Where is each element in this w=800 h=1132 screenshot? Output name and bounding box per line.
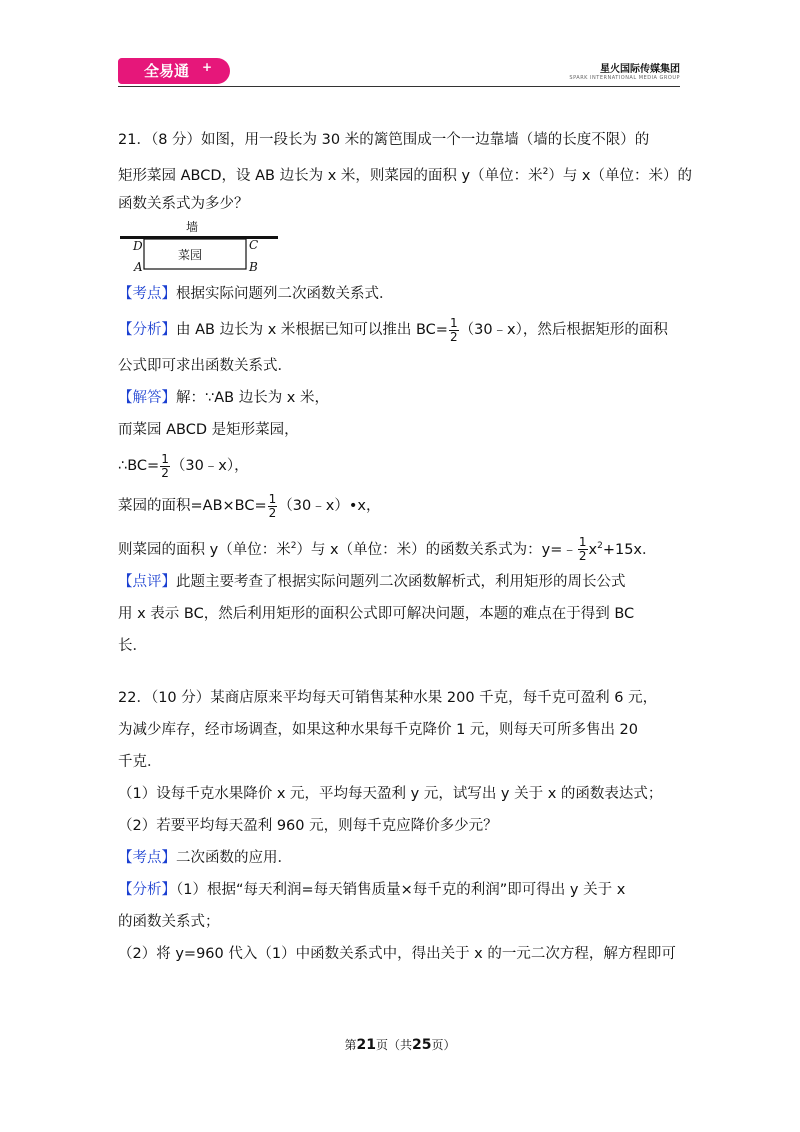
q22-line: 为减少库存，经市场调查，如果这种水果每千克降价 1 元，则每天可所多售出 20 [118,722,639,738]
tag-jieda: 【解答】 [118,390,176,406]
q22-line: （1）设每千克水果降价 x 元，平均每天盈利 y 元，试写出 y 关于 x 的函数表达式； [118,786,663,802]
tag-kaodian: 【考点】 [118,850,176,866]
vertex-c: C [249,238,259,252]
document-body [118,124,693,970]
logo-text: 全易通 [144,62,190,80]
tag-fenxi: 【分析】 [118,322,176,338]
fenxi-line: 【分析】（1）根据“每天利润=每天销售质量×每千克的利润”即可得出 y 关于 x [118,882,626,898]
vertex-d: D [133,239,143,253]
header-divider [118,86,680,87]
q21-line: 21．（8 分）如图，用一段长为 30 米的篱笆围成一个一边靠墙（墙的长度不限）的 [118,132,650,148]
jieda-line: 而菜园 ABCD 是矩形菜园， [118,422,299,438]
tag-kaodian: 【考点】 [118,286,176,302]
q22-line: 千克． [118,754,162,770]
garden-figure [118,220,288,278]
page-number: 21 [356,1037,376,1053]
jieda-line: 则菜园的面积 y（单位：米$^2$）与 x（单位：米）的函数关系式为：y=﹣ $\frac{1}{2}$ $x^2+15x$． [118,535,657,564]
dianping-line: 用 x 表示 BC，然后利用矩形的面积公式即可解决问题，本题的难点在于得到 BC [118,606,635,622]
fraction-half: $\frac{1}{2}$ [449,315,458,344]
tag-fenxi: 【分析】 [118,882,176,898]
q22-line: （2）若要平均每天盈利 960 元，则每千克应降价多少元？ [118,818,498,834]
fenxi-line: 的函数关系式； [118,914,220,930]
fraction-half: $\frac{1}{2}$ [578,535,587,564]
dianping-line: 【点评】此题主要考查了根据实际问题列二次函数解析式，利用矩形的周长公式 [118,574,626,590]
jieda-line: 菜园的面积=AB×BC= $\frac{1}{2}$ （30﹣x）•x， [118,491,381,520]
q22-line: 22．（10 分）某商店原来平均每天可销售某种水果 200 千克，每千克可盈利 6 元， [118,690,658,706]
q21-line: 矩形菜园 ABCD，设 AB 边长为 x 米，则菜园的面积 y（单位：米$^2$）与 x（单位：米）的 [118,167,693,184]
page-header [118,56,680,86]
q21-line: 函数关系式为多少？ [118,196,249,212]
fraction-half: $\frac{1}{2}$ [161,451,169,480]
fenxi-line: 【分析】由 AB 边长为 x 米根据已知可以推出 BC= $\frac{1}{2}$ （30﹣x），然后根据矩形的面积 [118,315,668,344]
total-pages: 25 [412,1037,432,1053]
kaodian-line: 【考点】二次函数的应用． [118,850,292,866]
logo-plus: + [201,60,212,74]
garden-label: 菜园 [178,248,203,262]
vertex-a: A [134,260,143,274]
fraction-half: $\frac{1}{2}$ [268,491,277,520]
organization-name [569,60,680,81]
jieda-line: 【解答】解：∵AB 边长为 x 米， [118,390,329,406]
garden-diagram [118,220,288,278]
brand-logo [118,58,230,84]
tag-dianping: 【点评】 [118,574,176,590]
dianping-line: 长． [118,638,147,654]
page-footer: 第21页（共25页） [344,1037,456,1053]
kaodian-line: 【考点】根据实际问题列二次函数关系式． [118,286,394,302]
wall-label: 墙 [186,220,199,234]
vertex-b: B [249,260,258,274]
fenxi-line: 公式即可求出函数关系式． [118,358,292,374]
fenxi-line: （2）将 y=960 代入（1）中函数关系式中，得出关于 x 的一元二次方程，解方程即可 [118,946,676,962]
jieda-line: ∴BC= $\frac{1}{2}$ （30﹣x）， [118,451,249,480]
org-subtitle: SPARK INTERNATIONAL MEDIA GROUP [569,75,680,81]
org-title: 星火国际传媒集团 [600,64,680,75]
